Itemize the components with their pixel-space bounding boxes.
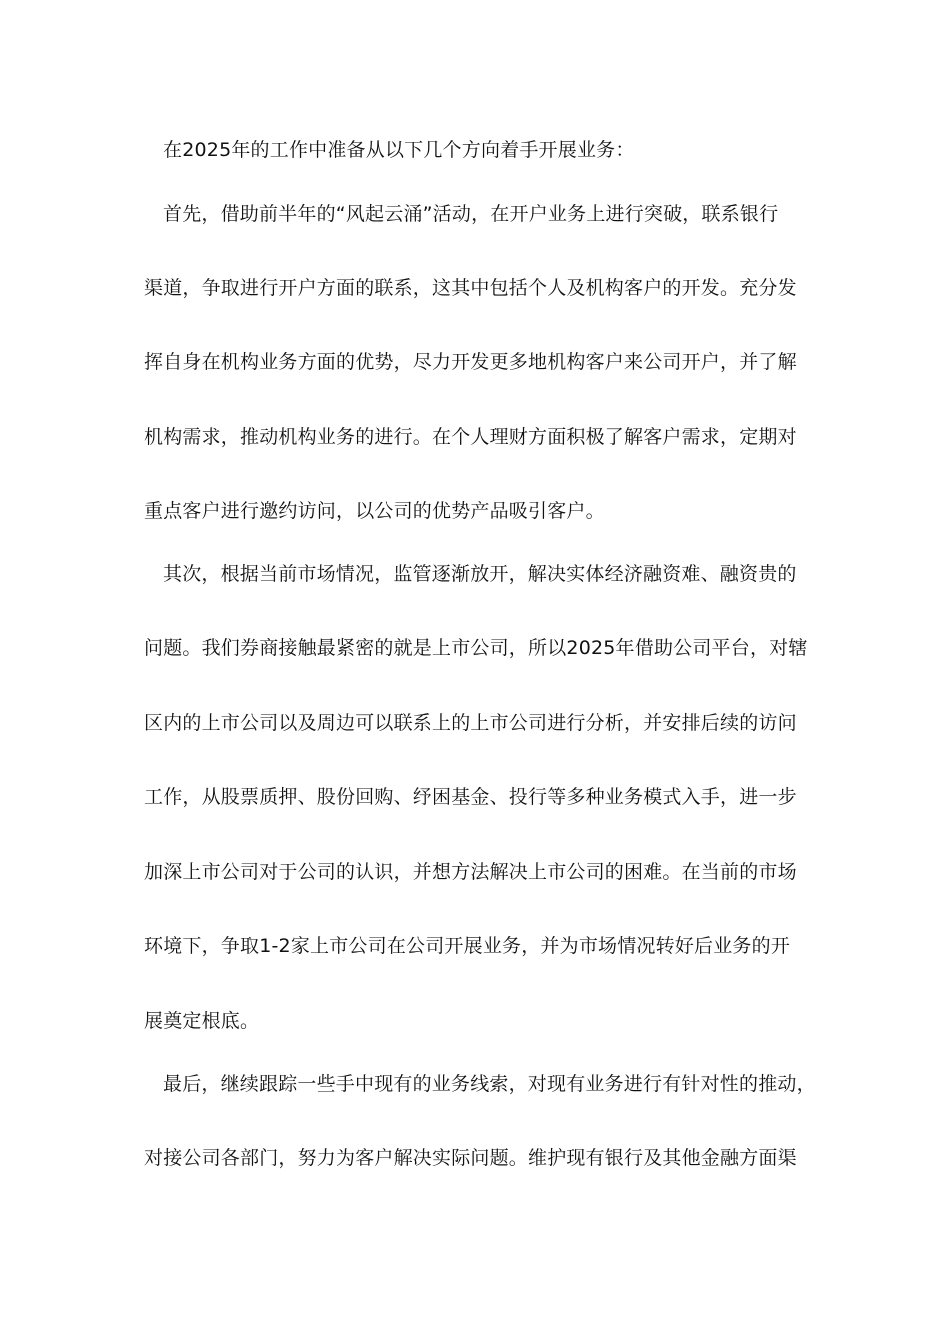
paragraph-second-line-1: 其次，根据当前市场情况，监管逐渐放开，解决实体经济融资难、融资贵的 [163, 563, 797, 585]
paragraph-second-line-5: 加深上市公司对于公司的认识，并想方法解决上市公司的困难。在当前的市场 [144, 861, 797, 883]
paragraph-second-line-6: 环境下，争取1-2家上市公司在公司开展业务，并为市场情况转好后业务的开 [144, 935, 791, 957]
paragraph-first-line-5: 重点客户进行邀约访问，以公司的优势产品吸引客户。 [144, 500, 605, 522]
paragraph-second-line-2: 问题。我们券商接触最紧密的就是上市公司，所以2025年借助公司平台，对辖 [144, 637, 808, 659]
paragraph-second-line-3: 区内的上市公司以及周边可以联系上的上市公司进行分析，并安排后续的访问 [144, 712, 797, 734]
paragraph-first-line-3: 挥自身在机构业务方面的优势，尽力开发更多地机构客户来公司开户，并了解 [144, 351, 797, 373]
paragraph-third-line-2: 对接公司各部门，努力为客户解决实际问题。维护现有银行及其他金融方面渠 [144, 1147, 797, 1169]
paragraph-third-line-1: 最后，继续跟踪一些手中现有的业务线索，对现有业务进行有针对性的推动， [163, 1073, 816, 1095]
paragraph-second-line-4: 工作，从股票质押、股份回购、纾困基金、投行等多种业务模式入手，进一步 [144, 786, 797, 808]
intro-line: 在2025年的工作中准备从以下几个方向着手开展业务： [163, 139, 635, 161]
paragraph-first-line-1: 首先，借助前半年的“风起云涌”活动，在开户业务上进行突破，联系银行 [163, 203, 779, 225]
paragraph-first-line-4: 机构需求，推动机构业务的进行。在个人理财方面积极了解客户需求，定期对 [144, 426, 797, 448]
paragraph-first-line-2: 渠道，争取进行开户方面的联系，这其中包括个人及机构客户的开发。充分发 [144, 277, 797, 299]
paragraph-second-line-7: 展奠定根底。 [144, 1010, 260, 1032]
